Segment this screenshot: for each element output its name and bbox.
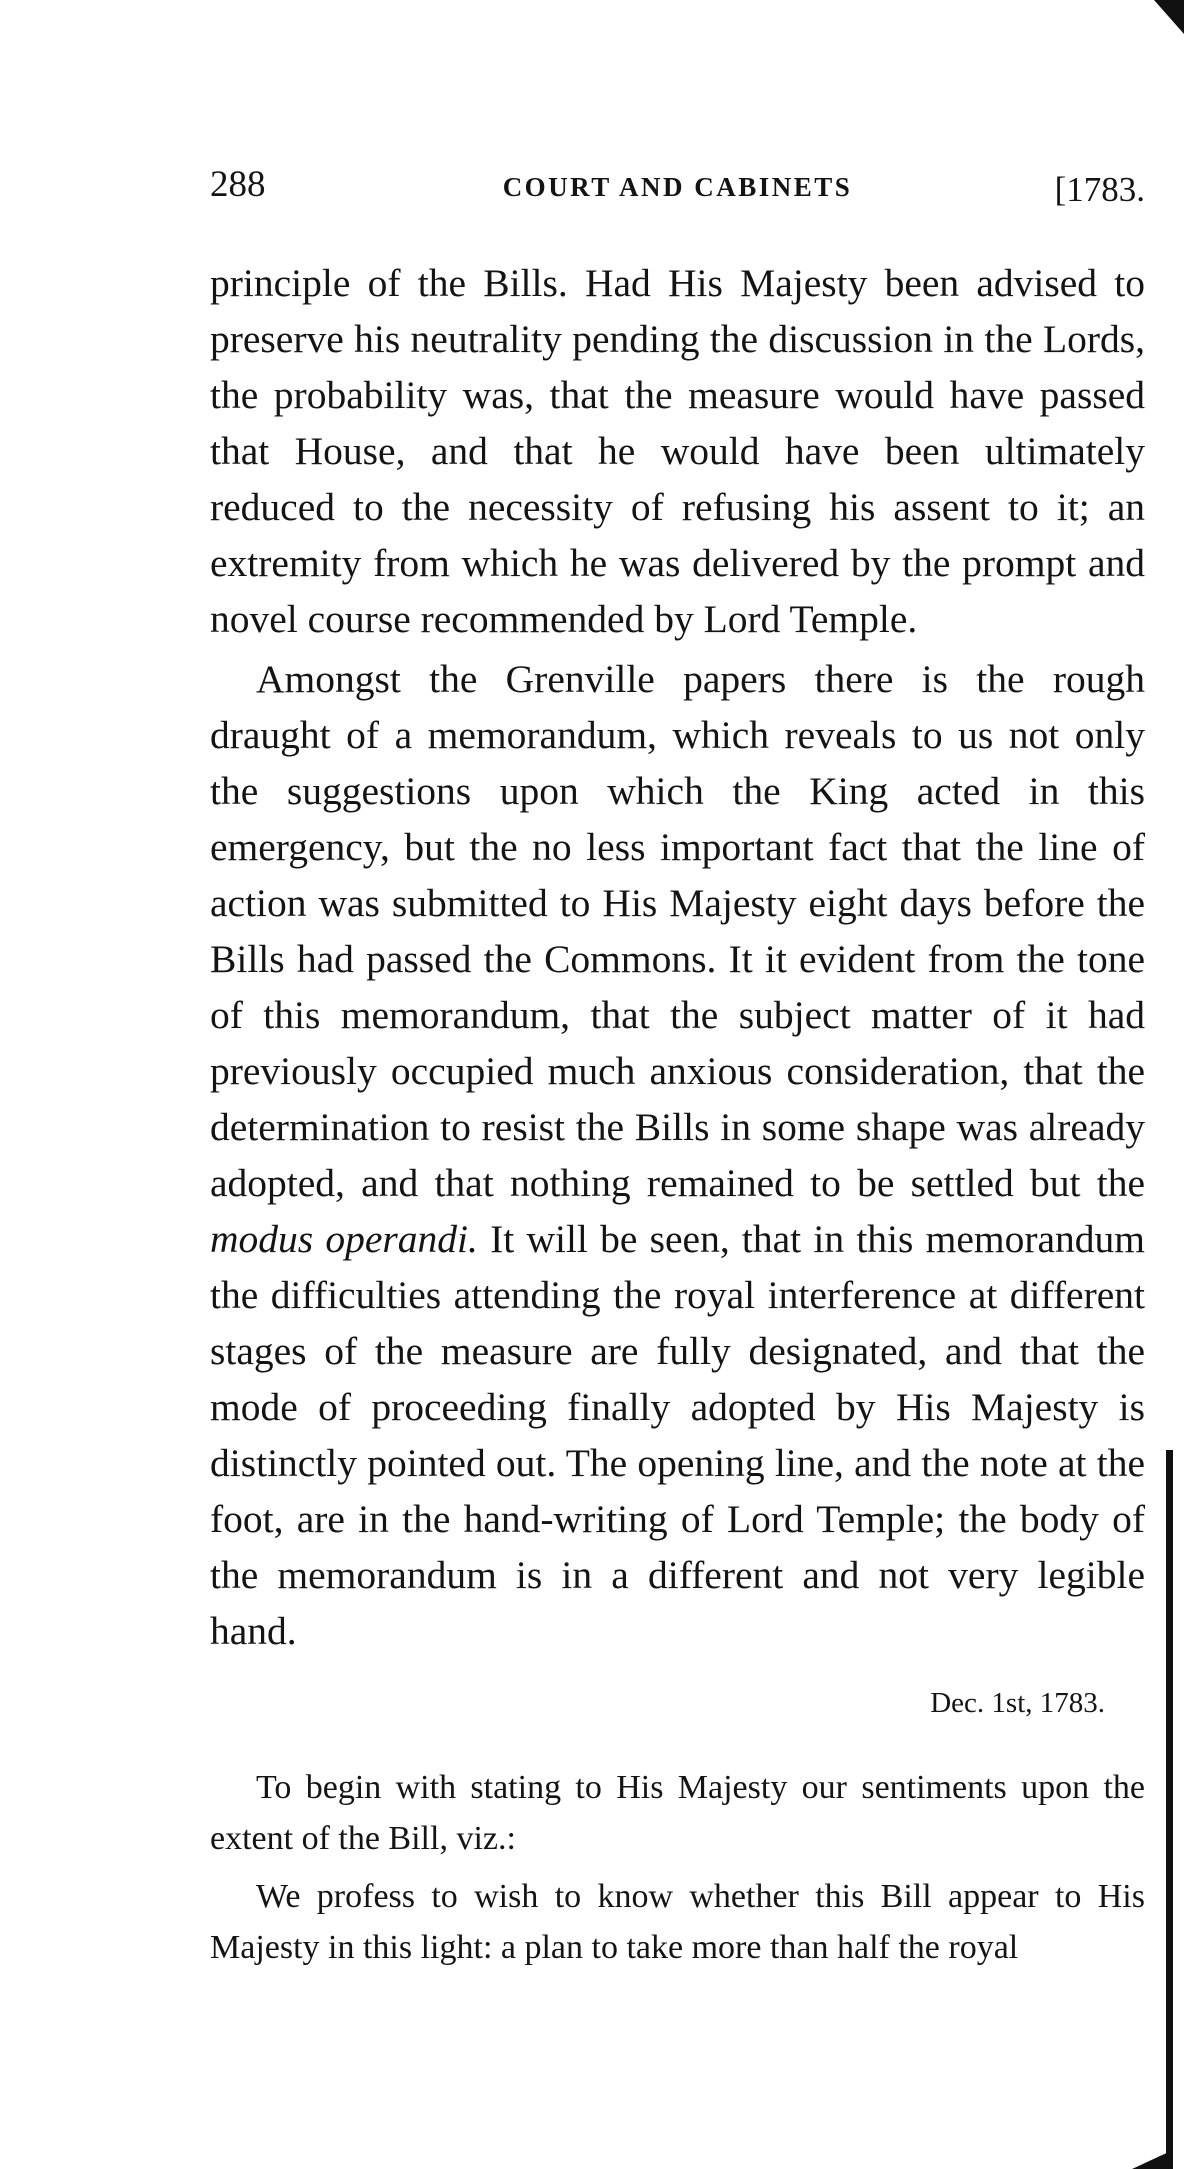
memorandum-line-1: To begin with stating to His Majesty our sentiments upon the extent of the Bill, viz.: — [210, 1769, 1145, 1857]
memorandum-date: Dec. 1st, 1783. — [930, 1687, 1105, 1719]
binding-edge-foot — [1132, 2150, 1173, 2169]
paragraph-2 — [210, 651, 1145, 1659]
paragraph-2-part-a: Amongst the Grenville papers there is the rough draught of a memorandum, which reveals to us not only the suggestions upon which the King acted in this emergency, but the no less important fact that the line of action was submitted to His Majesty eight days before the Bills had passed the Commons. It it evident from the tone of this memorandum, that the subject matter of it had previously occupied much anxious consideration, that the determination to resist the Bills in some shape was already adopted, and that nothing remained to be settled but the — [210, 657, 1145, 1205]
paragraph-2-part-b: It will be seen, that in this memorandum the difficulties attending the royal interference at different stages of the measure are fully designated, and that the mode of proceeding finally adopted by His Majesty is distinctly pointed out. The opening line, and the note at the foot, are in the hand-writing of Lord Temple; the body of the memorandum is in a different and not very legible hand. — [210, 1217, 1146, 1653]
binding-edge-rule — [1166, 1450, 1173, 2169]
memorandum-text — [210, 1762, 1145, 1973]
running-year: [1783. — [1054, 170, 1145, 209]
page-corner-mark — [1154, 0, 1184, 34]
book-page — [210, 155, 1145, 1973]
paragraph-2-italic: modus operandi. — [210, 1217, 478, 1261]
main-text — [210, 255, 1145, 1659]
page-number: 288 — [210, 164, 266, 205]
running-header — [210, 155, 1145, 215]
memorandum-line-2: We profess to wish to know whether this Bill appear to His Majesty in this light: a plan to take more than half the royal — [210, 1878, 1145, 1966]
paragraph-1: principle of the Bills. Had His Majesty been advised to preserve his neutrality pending the discussion in the Lords, the probability was, that the measure would have passed that House, and that he would have been ultimately reduced to the necessity of refusing his assent to it; an extremity from which he was delivered by the prompt and novel course recommended by Lord Temple. — [210, 261, 1145, 641]
running-title: COURT AND CABINETS — [502, 172, 853, 202]
